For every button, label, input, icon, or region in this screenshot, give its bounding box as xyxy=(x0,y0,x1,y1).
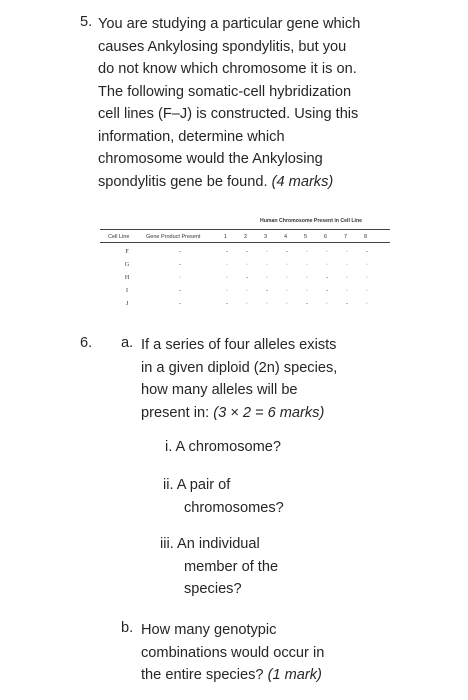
sub-question-i: i. A chromosome? xyxy=(165,439,281,455)
chromosome-header-6: 6 xyxy=(324,234,328,240)
chromosome-cell: · xyxy=(326,262,328,268)
chromosome-header-5: 5 xyxy=(304,234,308,240)
q5-last-line: spondylitis gene be found. xyxy=(98,173,268,190)
chromosome-cell: · xyxy=(266,249,268,255)
chromosome-cell: - xyxy=(266,288,268,294)
row-label: I xyxy=(126,288,128,294)
chromosome-cell: · xyxy=(346,288,348,294)
chromosome-cell: · xyxy=(346,249,348,255)
chromosome-cell: - xyxy=(326,275,328,281)
chromosome-cell: · xyxy=(346,262,348,268)
chromosome-cell: · xyxy=(226,288,228,294)
chromosome-cell: · xyxy=(366,288,368,294)
chromosome-cell: - xyxy=(286,249,288,255)
b-line: combinations would occur in xyxy=(141,644,325,661)
chromosome-cell: - xyxy=(366,249,368,255)
a-line: If a series of four alleles exists xyxy=(141,337,337,353)
chromosome-cell: - xyxy=(306,301,308,307)
chromosome-header-3: 3 xyxy=(264,234,268,240)
a-line xyxy=(141,402,401,425)
row-label: H xyxy=(124,275,130,281)
ii-line: chromosomes? xyxy=(184,499,284,516)
iii-line: member of the xyxy=(184,558,279,575)
chromosome-cell: - xyxy=(246,249,248,255)
a-marks: (3 × 2 = 6 marks) xyxy=(213,404,325,421)
chromosome-cell: · xyxy=(286,288,288,294)
chromosome-header-2: 2 xyxy=(244,234,248,240)
table-caption: Human Chromosome Present in Cell Line xyxy=(260,218,363,224)
a-line: how many alleles will be xyxy=(141,382,298,398)
q5-line xyxy=(98,171,428,194)
q5-line: chromosome would the Ankylosing xyxy=(98,151,323,167)
table-header-rule xyxy=(100,242,390,243)
chromosome-header-8: 8 xyxy=(364,234,368,240)
table-top-rule xyxy=(100,229,390,230)
part-b-label: b. xyxy=(121,620,134,636)
chromosome-cell: · xyxy=(286,275,288,281)
q5-line: do not know which chromosome it is on. xyxy=(98,61,357,77)
a-last-line: present in: xyxy=(141,404,210,421)
row-label: G xyxy=(124,262,130,268)
gene-cell: - xyxy=(179,249,181,255)
chromosome-cell: · xyxy=(226,275,228,281)
chromosome-cell: · xyxy=(306,249,308,255)
header-gene-product: Gene Product Present xyxy=(146,234,201,240)
row-label: J xyxy=(125,301,129,307)
chromosome-cell: · xyxy=(246,288,248,294)
chromosome-cell: · xyxy=(306,262,308,268)
b-marks: (1 mark) xyxy=(267,667,322,683)
part-b-text xyxy=(141,619,401,687)
q5-line: The following somatic-cell hybridization xyxy=(98,83,352,100)
q5-line: causes Ankylosing spondylitis, but you xyxy=(98,38,347,55)
gene-cell: - xyxy=(179,288,181,294)
a-line: in a given diploid (2n) species, xyxy=(141,359,338,376)
chromosome-cell: · xyxy=(266,301,268,307)
ii-line: ii. A pair of xyxy=(163,477,231,493)
chromosome-cell: · xyxy=(306,288,308,294)
b-last-line: the entire species? xyxy=(141,667,264,683)
chromosome-cell: · xyxy=(266,262,268,268)
iii-line: iii. An individual xyxy=(160,536,260,552)
part-a-label: a. xyxy=(121,335,134,351)
chromosome-header-4: 4 xyxy=(284,234,288,240)
sub-question-ii xyxy=(163,474,284,519)
hybridization-table xyxy=(100,214,390,314)
gene-cell: - xyxy=(179,301,181,307)
chromosome-cell: · xyxy=(366,275,368,281)
chromosome-cell: · xyxy=(226,262,228,268)
gene-cell: - xyxy=(179,262,181,268)
chromosome-header-7: 7 xyxy=(344,234,348,240)
chromosome-cell: - xyxy=(246,275,248,281)
chromosome-cell: - xyxy=(226,301,228,307)
chromosome-cell: - xyxy=(226,249,228,255)
chromosome-cell: · xyxy=(286,262,288,268)
question-5-number: 5. xyxy=(80,14,93,30)
q5-line: You are studying a particular gene which xyxy=(98,16,361,32)
chromosome-cell: · xyxy=(366,301,368,307)
chromosome-cell: · xyxy=(266,275,268,281)
sub-question-iii xyxy=(160,533,278,601)
chromosome-cell: · xyxy=(326,249,328,255)
row-label: F xyxy=(125,249,129,255)
chromosome-cell: - xyxy=(326,288,328,294)
chromosome-cell: · xyxy=(326,301,328,307)
q5-line: cell lines (F–J) is constructed. Using this xyxy=(98,106,359,122)
chromosome-cell: · xyxy=(286,301,288,307)
gene-cell: · xyxy=(179,275,181,281)
part-a-text xyxy=(141,334,401,424)
b-line: How many genotypic xyxy=(141,622,277,638)
chromosome-cell: · xyxy=(246,262,248,268)
q5-line: information, determine which xyxy=(98,128,285,145)
chromosome-cell: · xyxy=(306,275,308,281)
chromosome-header-1: 1 xyxy=(224,234,228,240)
header-cell-line: Cell Line xyxy=(108,234,130,240)
chromosome-cell: · xyxy=(366,262,368,268)
b-line xyxy=(141,664,401,687)
question-6-number: 6. xyxy=(80,335,93,351)
iii-line: species? xyxy=(184,581,242,597)
chromosome-cell: · xyxy=(246,301,248,307)
q5-marks: (4 marks) xyxy=(271,173,334,190)
chromosome-cell: · xyxy=(346,275,348,281)
question-5-text xyxy=(98,13,428,193)
chromosome-cell: - xyxy=(346,301,348,307)
